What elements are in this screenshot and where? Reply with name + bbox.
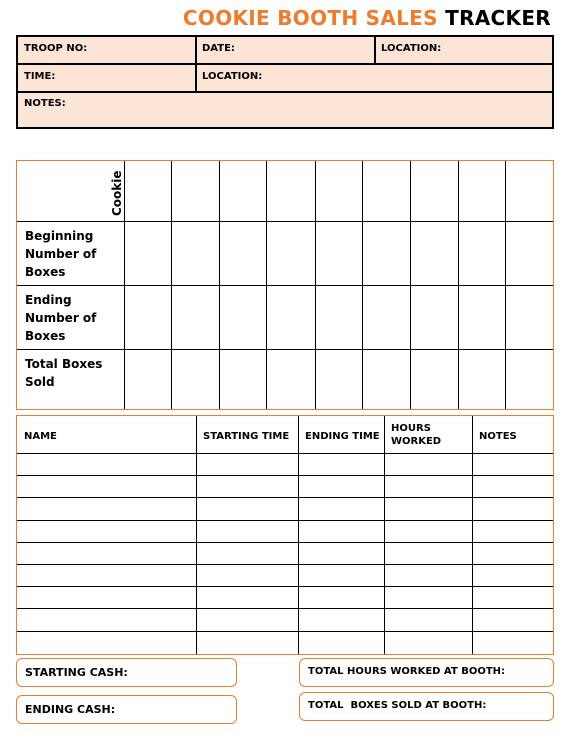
grid-line <box>17 349 553 350</box>
total-boxes-label: TOTAL BOXES SOLD AT BOOTH: <box>308 700 487 711</box>
table-column-line <box>298 416 299 654</box>
column-header-notes: NOTES <box>479 431 517 442</box>
header-divider <box>18 91 552 93</box>
header-divider <box>195 37 197 63</box>
table-row-line <box>17 497 553 498</box>
table-row-line <box>17 586 553 587</box>
total-boxes-field[interactable] <box>299 692 554 721</box>
workers-table <box>16 415 554 655</box>
location-field-1[interactable]: LOCATION: <box>381 43 442 54</box>
table-row-line <box>17 475 553 476</box>
grid-line <box>17 221 553 222</box>
table-row-line <box>17 453 553 454</box>
row-label-beginning-boxes: Beginning Number of Boxes <box>25 229 97 279</box>
ending-cash-label: ENDING CASH: <box>25 703 116 716</box>
total-hours-field[interactable] <box>299 658 554 687</box>
cookie-column-header: Cookie <box>110 170 124 216</box>
column-header-ending-time: ENDING TIME <box>305 431 380 442</box>
grid-line <box>17 285 553 286</box>
column-header-name: NAME <box>24 431 57 442</box>
row-label-ending-boxes: Ending Number of Boxes <box>25 293 97 343</box>
table-column-line <box>196 416 197 654</box>
column-header-hours-worked: HOURS WORKED <box>391 423 442 447</box>
troop-no-field[interactable]: TROOP NO: <box>24 43 88 54</box>
title-orange-part: COOKIE BOOTH SALES <box>182 6 438 30</box>
notes-field[interactable]: NOTES: <box>24 98 66 109</box>
title-black-part: TRACKER <box>445 6 551 30</box>
table-row-line <box>17 608 553 609</box>
column-header-starting-time: STARTING TIME <box>203 431 290 442</box>
location-field-2[interactable]: LOCATION: <box>202 71 263 82</box>
date-field[interactable]: DATE: <box>202 43 235 54</box>
table-row-line <box>17 564 553 565</box>
row-label-total-sold: Total Boxes Sold <box>25 357 103 389</box>
header-info-box <box>16 35 554 129</box>
ending-cash-field[interactable] <box>16 695 237 724</box>
header-divider <box>18 63 552 65</box>
cookie-inventory-grid <box>16 160 554 410</box>
table-column-line <box>472 416 473 654</box>
table-column-line <box>384 416 385 654</box>
page-title <box>0 6 551 30</box>
time-field[interactable]: TIME: <box>24 71 56 82</box>
table-row-line <box>17 520 553 521</box>
table-row-line <box>17 542 553 543</box>
total-hours-label: TOTAL HOURS WORKED AT BOOTH: <box>308 666 506 677</box>
header-divider <box>374 37 376 63</box>
header-divider <box>195 65 197 91</box>
starting-cash-field[interactable] <box>16 658 237 687</box>
table-row-line <box>17 631 553 632</box>
starting-cash-label: STARTING CASH: <box>25 666 128 679</box>
